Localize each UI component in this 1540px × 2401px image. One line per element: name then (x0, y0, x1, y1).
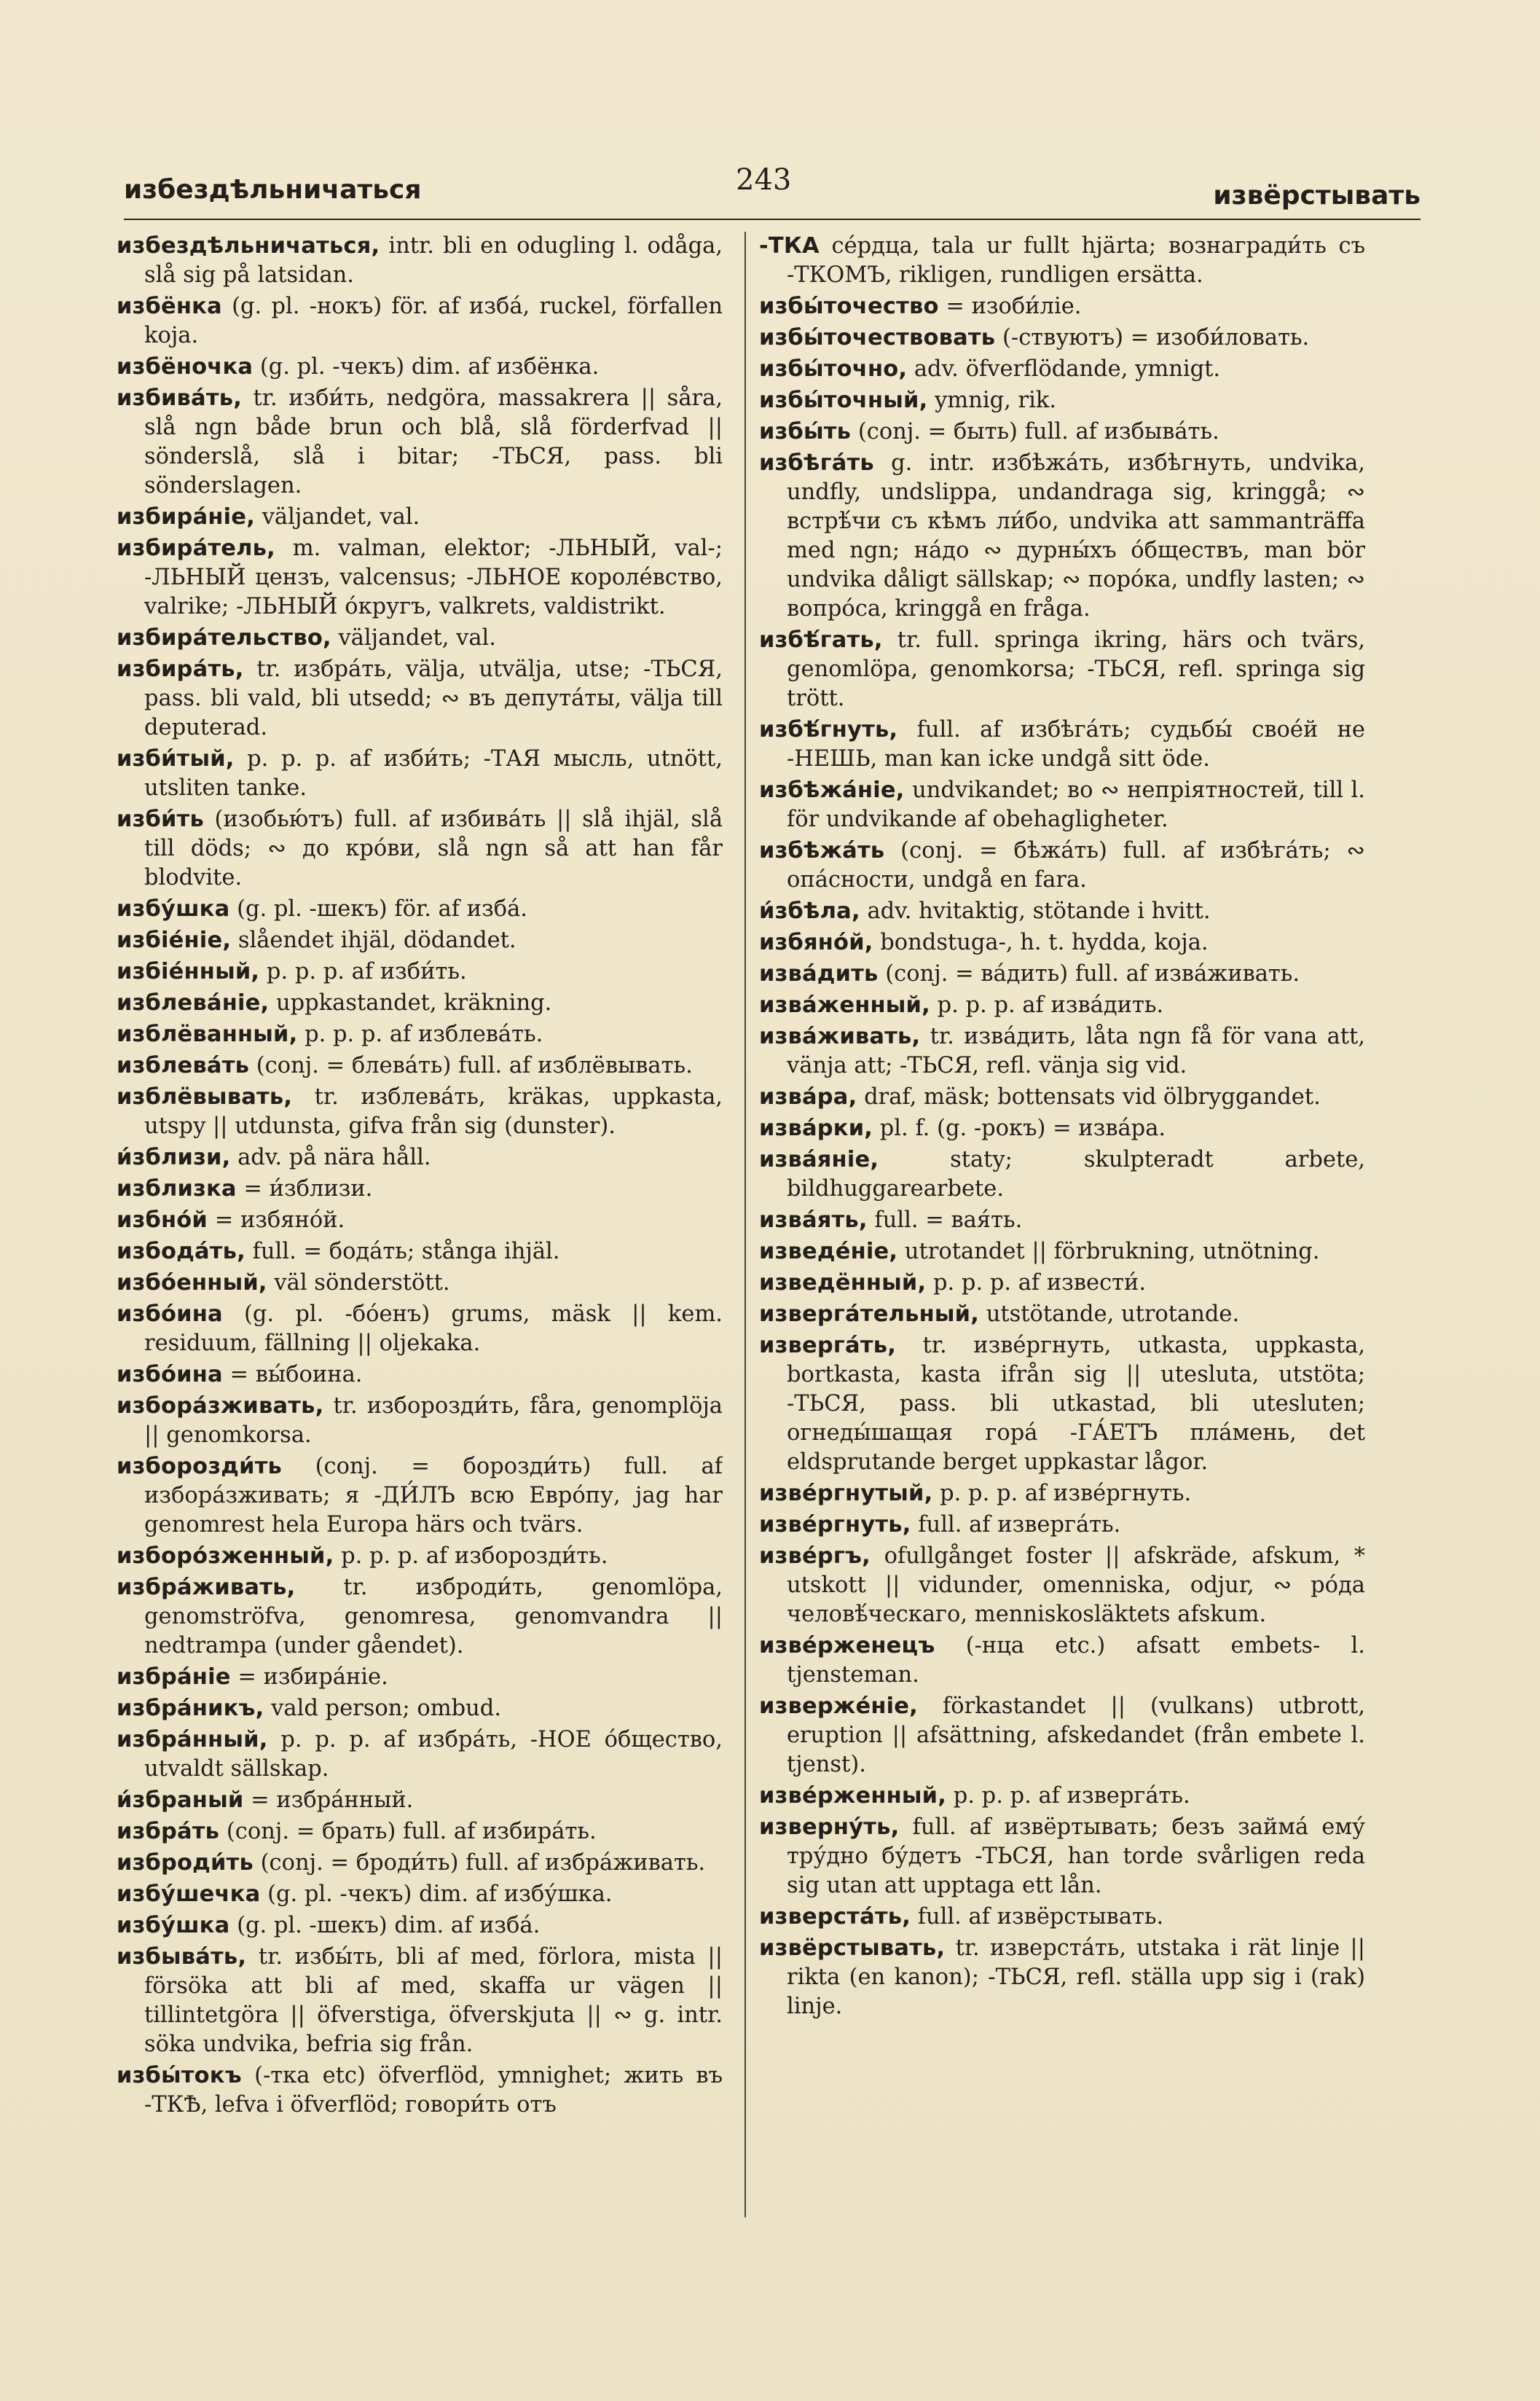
left-guide-word: избездѣльничаться (124, 175, 422, 205)
dictionary-entry (117, 1786, 723, 1815)
entry-definition: väljandet, val. (338, 625, 497, 651)
entry-definition: undvikandet; во ∾ непріятностей, till l. för undvikande af obehagligheter. (787, 778, 1365, 832)
entry-headword: избода́ть, (117, 1239, 245, 1264)
entry-definition: slåendet ihjäl, dödandet. (237, 928, 516, 953)
entry-definition: tr. изблева́ть, kräkas, uppkasta, utspy || utdunsta, gifva från sig (dunster). (144, 1084, 723, 1139)
entry-headword: изби́ть (117, 807, 204, 832)
entry-headword: изве́ргнутый, (759, 1481, 933, 1506)
entry-definition: draf, mäsk; bottensats vid ölbryggandet. (864, 1084, 1321, 1110)
entry-definition: (conj. = брать) full. af избира́ть. (226, 1819, 597, 1844)
entry-headword: изброди́ть (117, 1850, 254, 1876)
entry-definition: full. = вая́ть. (874, 1207, 1023, 1233)
entry-definition: (-ствуютъ) = изоби́ловать. (1002, 325, 1310, 350)
dictionary-entry (117, 1020, 723, 1049)
entry-headword: избыва́ть, (117, 1944, 247, 1970)
entry-headword: избу́шка (117, 896, 230, 922)
dictionary-entry (117, 232, 723, 290)
entry-definition: p. p. p. af изби́ть. (266, 959, 467, 984)
entry-headword: избіе́нный, (117, 959, 260, 984)
entry-definition: (conj. = ва́дить) full. af изва́живать. (885, 961, 1300, 987)
dictionary-entry (117, 1143, 723, 1172)
dictionary-entry (759, 776, 1365, 834)
entry-headword: избѣжа́ніе, (759, 778, 905, 803)
entry-definition: tr. изверста́ть, utstaka i rät linje || rikta (en kanon); -ТЬСЯ, refl. ställa upp sig i (rak) linje. (787, 1935, 1365, 2019)
entry-definition: tr. full. springa ikring, härs och tvärs, genomlöpa, genomkorsa; -ТЬСЯ, refl. springa sig trött. (787, 627, 1365, 711)
entry-headword: избы́точество (759, 294, 939, 319)
entry-headword: изва́ять, (759, 1207, 868, 1233)
entry-definition: adv. hvitaktig, stötande i hvitt. (867, 898, 1211, 924)
dictionary-entry (117, 384, 723, 501)
entry-definition: full. af избѣга́ть; судьбы́ свое́й не -НЕШЬ, man kan icke undgå sitt öde. (787, 717, 1365, 772)
entry-definition: full. af извёрстывать. (917, 1904, 1164, 1930)
dictionary-entry (759, 897, 1365, 926)
entry-definition: p. p. p. af изблева́ть. (305, 1022, 543, 1047)
entry-headword: избира́тель, (117, 536, 275, 561)
entry-definition: utrotandet || förbrukning, utnötning. (904, 1239, 1320, 1264)
entry-definition: adv. öfverflödande, ymnigt. (914, 356, 1221, 382)
entry-headword: избра́нный, (117, 1727, 268, 1752)
entry-definition: (g. pl. -чекъ) dim. af избу́шка. (267, 1881, 613, 1907)
right-guide-word: извёрстывать (1213, 181, 1421, 211)
dictionary-entry (759, 1692, 1365, 1779)
dictionary-entry (759, 355, 1365, 384)
entry-headword: избо́енный, (117, 1270, 267, 1296)
entry-headword: избы́токъ (117, 2063, 242, 2088)
entry-headword: избно́й (117, 1207, 208, 1233)
entry-headword: изблёвывать, (117, 1084, 293, 1110)
dictionary-entry (759, 1083, 1365, 1112)
entry-definition: intr. bli en odugling l. odåga, slå sig på latsidan. (144, 233, 723, 288)
dictionary-entry (117, 503, 723, 532)
entry-definition: förkastandet || (vulkans) utbrott, eruption || afsättning, afskedandet (från embete l. tjenst). (787, 1693, 1365, 1777)
dictionary-entry (759, 1331, 1365, 1477)
entry-headword: изблизка (117, 1176, 237, 1202)
dictionary-entry (759, 1145, 1365, 1204)
entry-definition: tr. изборозди́ть, fåra, genomplöja || genomkorsa. (144, 1393, 723, 1448)
entry-headword: избы́точный, (759, 388, 928, 413)
entry-headword: избра́ть (117, 1819, 220, 1844)
dictionary-entry (117, 655, 723, 743)
entry-definition: tr. изброди́ть, genomlöpa, genomströfva, genomresa, genomvandra || nedtrampa (under gåendet). (144, 1575, 723, 1658)
entry-definition: tr. избы́ть, bli af med, förlora, mista || försöka att bli af med, skaffa ur vägen || tillintetgöra || öfverstiga, öfverskjuta || ∾ g. intr. söka undvika, befria sig från. (144, 1944, 723, 2057)
entry-definition: vald person; ombud. (271, 1696, 502, 1721)
dictionary-entry (759, 960, 1365, 989)
page-number: 243 (736, 163, 792, 197)
dictionary-entry (117, 1880, 723, 1909)
entry-definition: (conj. = броди́ть) full. af избра́живать. (260, 1850, 706, 1876)
entry-definition: (g. pl. -нокъ) för. af изба́, ruckel, förfallen koja. (144, 294, 723, 348)
entry-definition: (conj. = блева́ть) full. af изблёвывать. (256, 1053, 693, 1078)
dictionary-entry (117, 1175, 723, 1204)
entry-definition: p. p. p. af извести́. (933, 1270, 1147, 1296)
entry-definition: adv. på nära håll. (237, 1145, 431, 1170)
entry-definition: (conj. = быть) full. af избыва́ть. (857, 419, 1219, 444)
entry-definition: = избра́нный. (251, 1787, 414, 1813)
entry-headword: изва́яніе, (759, 1147, 879, 1172)
entry-headword: избора́зживать, (117, 1393, 324, 1419)
entry-definition: = вы́боина. (229, 1362, 363, 1387)
left-column (117, 232, 723, 2217)
entry-headword: избира́ть, (117, 657, 244, 682)
entry-headword: и́збѣла, (759, 898, 860, 924)
entry-definition: full. af извёртывать; безъ займа́ ему́ тру́дно бу́детъ -ТЬСЯ, han torde svårligen reda sig utan att upptaga ett lån. (787, 1814, 1365, 1898)
entry-headword: избѣ́гнуть, (759, 717, 898, 743)
right-column (759, 232, 1365, 2217)
entry-headword: изблева́ніе, (117, 990, 270, 1016)
dictionary-entry (759, 928, 1365, 957)
entry-headword: избездѣльничаться, (117, 233, 380, 259)
dictionary-entry (117, 1269, 723, 1298)
dictionary-entry (117, 989, 723, 1018)
entry-definition: p. p. p. af изби́ть; -ТАЯ мысль, utnött, utsliten tanke. (144, 746, 723, 801)
entry-definition: p. p. p. af изве́ргнуть. (940, 1481, 1192, 1506)
entry-definition: p. p. p. af изверга́ть. (953, 1783, 1190, 1809)
dictionary-entry (117, 1663, 723, 1692)
entry-definition: tr. изве́ргнуть, utkasta, uppkasta, bortkasta, kasta ifrån sig || utesluta, utstöta; -ТЬСЯ, pass. bli utkastad, bli utesluten; огнеды́шащая гора́ -ГА́ЕТЪ пла́мень, det eldsprutande berget uppkastar lågor. (787, 1333, 1365, 1475)
entry-headword: изборозди́ть (117, 1454, 283, 1479)
dictionary-entry (759, 1479, 1365, 1508)
dictionary-entry (117, 353, 723, 382)
entry-definition: väljandet, val. (262, 504, 420, 530)
dictionary-entry (759, 1114, 1365, 1143)
dictionary-entry (759, 1632, 1365, 1690)
entry-headword: изве́рженецъ (759, 1633, 935, 1658)
entry-definition: tr. изва́дить, låta ngn få för vana att, vänja att; -ТЬСЯ, refl. vänja sig vid. (787, 1024, 1365, 1078)
entry-headword: избра́никъ, (117, 1696, 264, 1721)
entry-headword: избы́точествовать (759, 325, 996, 350)
dictionary-entry (759, 1511, 1365, 1540)
entry-headword: избо́ина (117, 1301, 223, 1327)
entry-definition: p. p. p. af изва́дить. (937, 992, 1164, 1018)
entry-headword: изва́дить (759, 961, 879, 987)
entry-definition: p. p. p. af избра́ть, -НОЕ о́бщество, utvaldt sällskap. (144, 1727, 723, 1782)
entry-headword: изва́ра, (759, 1084, 857, 1110)
dictionary-entry (117, 1849, 723, 1878)
entry-headword: изверга́ть, (759, 1333, 896, 1358)
dictionary-entry (759, 1269, 1365, 1298)
entry-definition: = избяно́й. (214, 1207, 345, 1233)
dictionary-entry (117, 1542, 723, 1571)
entry-definition: g. intr. избѣжа́ть, избѣгнуть, undvika, undfly, undslippa, undandraga sig, kringgå; ∾ встрѣ́чи съ кѣмъ ли́бо, undvika att sammanträffa med ngn; на́до ∾ дурны́хъ о́бществъ, man bör undvika dåligt sällskap; ∾ поро́ка, undfly lasten; ∾ вопро́са, kringgå en fråga. (787, 450, 1365, 622)
entry-definition: tr. изби́ть, nedgöra, massakrera || såra, slå ngn både brun och blå, slå förderfvad || sönderslå, slå i bitar; -ТЬСЯ, pass. bli sönderslagen. (144, 385, 723, 498)
entry-headword: изведе́ніе, (759, 1239, 898, 1264)
dictionary-entry (759, 449, 1365, 624)
entry-definition: (g. pl. -чекъ) dim. af избёнка. (259, 354, 600, 380)
dictionary-entry (759, 386, 1365, 415)
entry-headword: избіе́ніе, (117, 928, 232, 953)
dictionary-entry (759, 991, 1365, 1020)
dictionary-entry (117, 1817, 723, 1846)
entry-definition: ofullgånget foster || afskräde, afskum, * utskott || vidunder, omenniska, odjur, ∾ ро́да человѣ́ческаго, menniskosläktets afskum. (787, 1543, 1365, 1627)
dictionary-entry (759, 418, 1365, 447)
dictionary-entry (117, 895, 723, 924)
dictionary-entry (759, 1903, 1365, 1932)
entry-headword: избу́шка (117, 1913, 230, 1938)
dictionary-entry (759, 1022, 1365, 1081)
dictionary-entry (117, 1206, 723, 1235)
dictionary-entry (117, 1051, 723, 1081)
entry-definition: (-нца etc.) afsatt embets- l. tjensteman. (787, 1633, 1365, 1688)
dictionary-entry (117, 2061, 723, 2120)
entry-headword: избра́живать, (117, 1575, 296, 1600)
entry-definition: p. p. p. af изборозди́ть. (341, 1543, 608, 1569)
dictionary-entry (117, 805, 723, 893)
entry-headword: изверну́ть, (759, 1814, 900, 1840)
entry-headword: изве́ргъ, (759, 1543, 871, 1569)
entry-definition: = изоби́ліе. (946, 294, 1082, 319)
entry-headword: избира́тельство, (117, 625, 331, 651)
entry-headword: избёнка (117, 294, 222, 319)
entry-definition: uppkastandet, kräkning. (276, 990, 552, 1016)
dictionary-entry (117, 1943, 723, 2059)
entry-definition: full. = бода́ть; stånga ihjäl. (252, 1239, 560, 1264)
dictionary-entry (117, 1237, 723, 1266)
dictionary-entry (117, 1392, 723, 1450)
entry-definition: (conj. = бѣжа́ть) full. af избѣга́ть; ∾ опа́сности, undgå en fara. (787, 838, 1365, 893)
dictionary-entry (759, 324, 1365, 353)
dictionary-entry (759, 1813, 1365, 1900)
dictionary-entry (117, 1694, 723, 1723)
entry-definition: (-тка etc) öfverflöd, ymnighet; жить въ -ТКѢ, lefva i öfverflöd; говори́ть отъ (144, 2063, 723, 2118)
entry-headword: изве́рженный, (759, 1783, 947, 1809)
dictionary-entry (117, 1452, 723, 1540)
dictionary-entry (759, 716, 1365, 774)
entry-headword: избу́шечка (117, 1881, 261, 1907)
entry-definition: = и́зблизи. (243, 1176, 373, 1202)
dictionary-entry (759, 1237, 1365, 1266)
entry-headword: избяно́й, (759, 930, 873, 955)
dictionary-entry (117, 1573, 723, 1661)
entry-headword: изблева́ть (117, 1053, 250, 1078)
entry-headword: избира́ніе, (117, 504, 255, 530)
entry-definition: pl. f. (g. -рокъ) = изва́ра. (879, 1116, 1166, 1141)
entry-headword: избра́ніе (117, 1664, 231, 1690)
entry-headword: и́зблизи, (117, 1145, 231, 1170)
dictionary-entry (117, 1911, 723, 1940)
column-divider (745, 232, 746, 2217)
dictionary-entry (117, 292, 723, 350)
entry-definition: = избира́ніе. (237, 1664, 388, 1690)
entry-definition: full. af изверга́ть. (918, 1512, 1121, 1538)
dictionary-entry (117, 745, 723, 803)
entry-headword: изверже́ніе, (759, 1693, 918, 1719)
entry-definition: bondstuga-, h. t. hydda, koja. (880, 930, 1209, 955)
dictionary-entry (117, 926, 723, 955)
dictionary-entry (117, 1300, 723, 1358)
dictionary-entry (117, 534, 723, 622)
entry-headword: изверга́тельный, (759, 1301, 980, 1327)
dictionary-entry (759, 1934, 1365, 2021)
entry-headword: и́збраный (117, 1787, 244, 1813)
entry-headword: изверста́ть, (759, 1904, 911, 1930)
entry-definition: tr. избра́ть, välja, utvälja, utse; -ТЬСЯ, pass. bli vald, bli utsedd; ∾ въ депута́ты, välja till deputerad. (144, 657, 723, 740)
entry-definition: (g. pl. -шекъ) för. af изба́. (237, 896, 527, 922)
entry-definition: ymnig, rik. (935, 388, 1057, 413)
entry-headword: изборо́зженный, (117, 1543, 334, 1569)
entry-headword: извёрстывать, (759, 1935, 946, 1961)
dictionary-entry (759, 1300, 1365, 1329)
entry-headword: избёночка (117, 354, 254, 380)
header-rule (124, 219, 1421, 220)
dictionary-entry (117, 957, 723, 987)
entry-definition: (g. pl. -шекъ) dim. af изба́. (237, 1913, 541, 1938)
entry-headword: изва́рки, (759, 1116, 873, 1141)
dictionary-entry (117, 1726, 723, 1784)
dictionary-entry (759, 837, 1365, 895)
dictionary-entry (759, 232, 1365, 290)
dictionary-entry (117, 1360, 723, 1390)
entry-definition: staty; skulpteradt arbete, bildhuggarearbete. (787, 1147, 1365, 1202)
entry-definition: utstötande, utrotande. (986, 1301, 1240, 1327)
entry-headword: изби́тый, (117, 746, 235, 772)
entry-headword: изве́ргнуть, (759, 1512, 911, 1538)
entry-headword: изведённый, (759, 1270, 927, 1296)
entry-headword: -ТКА (759, 233, 820, 259)
dictionary-entry (759, 626, 1365, 713)
entry-definition: m. valman, elektor; -ЛЬНЫЙ, val-; -ЛЬНЫЙ цензъ, valcensus; -ЛЬНОЕ короле́вство, valrike; -ЛЬНЫЙ о́кругъ, valkrets, valdistrikt. (144, 536, 723, 619)
entry-headword: избо́ина (117, 1362, 223, 1387)
dictionary-entry (759, 1782, 1365, 1811)
entry-headword: избѣ́гать, (759, 627, 883, 653)
dictionary-entry (117, 624, 723, 653)
entry-headword: избива́ть, (117, 385, 242, 411)
entry-definition: (изобью́тъ) full. af избива́ть || slå ihjäl, slå till döds; ∾ до кро́ви, slå ngn så att han får blodvite. (144, 807, 723, 890)
dictionary-entry (759, 1206, 1365, 1235)
entry-headword: избы́ть (759, 419, 852, 444)
dictionary-entry (759, 292, 1365, 321)
running-header (124, 153, 1421, 219)
entry-definition: (g. pl. -бо́енъ) grums, mäsk || kem. residuum, fällning || oljekaka. (144, 1301, 723, 1356)
entry-definition: се́рдца, tala ur fullt hjärta; вознагради́ть съ -ТКОМЪ, rikligen, rundligen ersätta. (787, 233, 1365, 288)
entry-headword: избы́точно, (759, 356, 908, 382)
entry-headword: изблёванный, (117, 1022, 298, 1047)
dictionary-entry (117, 1083, 723, 1141)
dictionary-entry (759, 1542, 1365, 1629)
entry-definition: väl sönderstött. (274, 1270, 450, 1296)
entry-headword: изва́женный, (759, 992, 930, 1018)
entry-headword: избѣжа́ть (759, 838, 885, 863)
entry-headword: изва́живать, (759, 1024, 921, 1049)
entry-definition: (conj. = борозди́ть) full. af избора́зживать; я -ДИ́ЛЪ всю Евро́пу, jag har genomrest hela Europa härs och tvärs. (144, 1454, 723, 1538)
entry-headword: избѣга́ть (759, 450, 874, 476)
